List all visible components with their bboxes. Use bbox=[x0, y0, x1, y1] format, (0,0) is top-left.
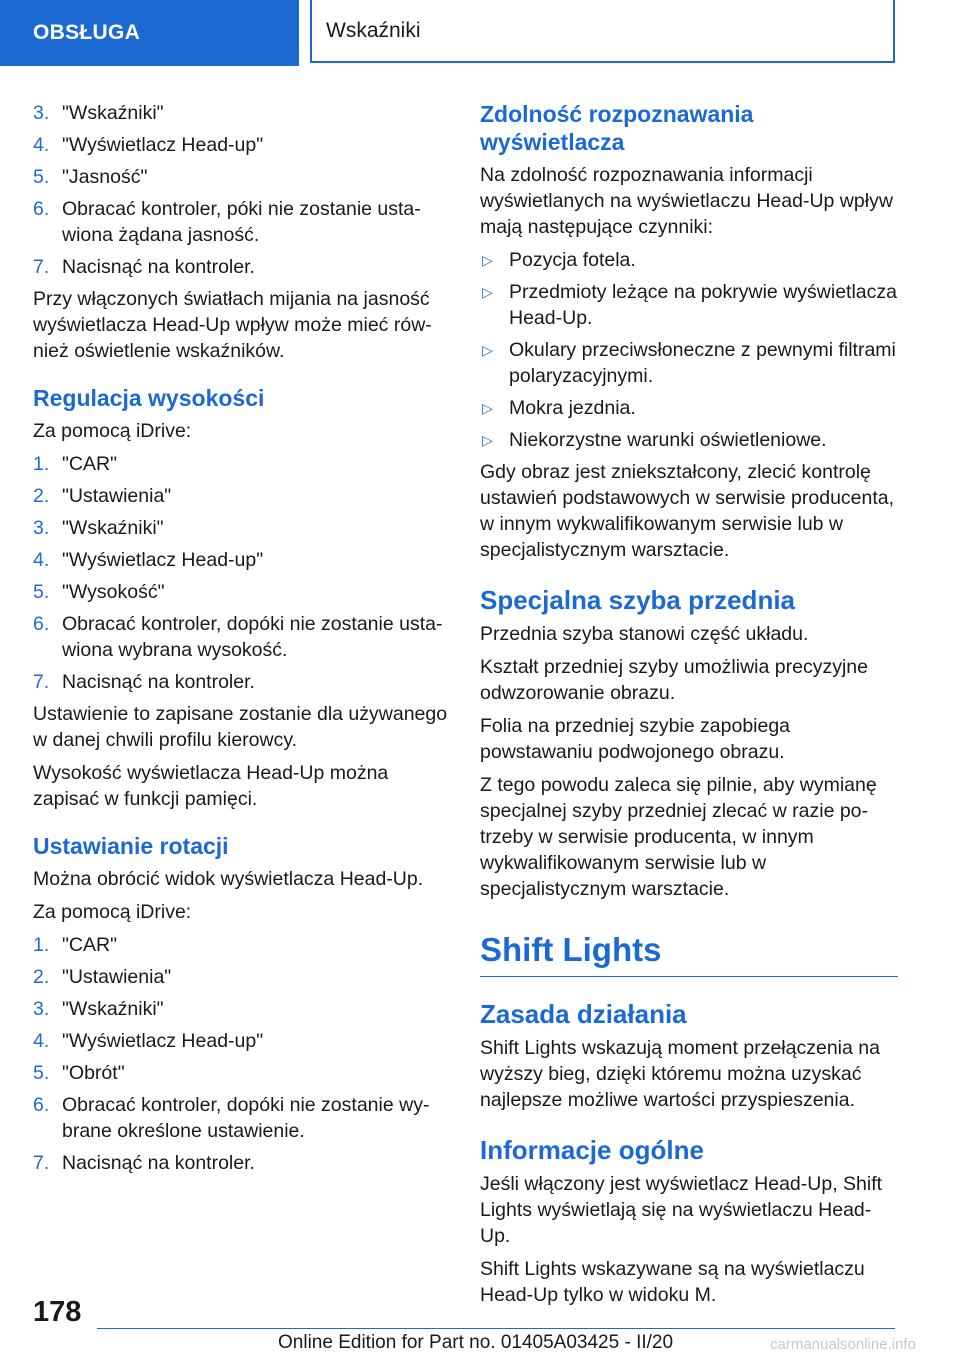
list-item bbox=[33, 996, 448, 1022]
page-header bbox=[0, 0, 960, 66]
list-item bbox=[33, 1092, 448, 1144]
triangle-bullet-icon: ▷ bbox=[482, 432, 493, 448]
footer-divider bbox=[97, 1328, 895, 1329]
heading-general-info: Informacje ogólne bbox=[480, 1135, 704, 1165]
bullet-text: Pozycja fotela. bbox=[509, 249, 636, 271]
list-item bbox=[33, 164, 448, 190]
steps-list-height bbox=[33, 451, 448, 695]
step-text: Obracać kontroler, dopóki nie zostanie ustawiona wybrana wysokość. bbox=[62, 613, 443, 661]
paragraph: Kształt przedniej szyby umożliwia precyzyjne odwzorowanie obrazu. bbox=[480, 656, 868, 704]
step-number: 1. bbox=[33, 934, 50, 956]
list-item bbox=[33, 964, 448, 990]
factors-bullet-list bbox=[480, 247, 898, 453]
list-item bbox=[33, 483, 448, 509]
step-number: 5. bbox=[33, 581, 50, 603]
step-text: "Wskaźniki" bbox=[62, 517, 164, 539]
list-item bbox=[480, 279, 898, 331]
step-text: "Wysokość" bbox=[62, 581, 165, 603]
paragraph: Za pomocą iDrive: bbox=[33, 901, 192, 923]
list-item bbox=[33, 1028, 448, 1054]
paragraph: Wysokość wyświetlacza Head-Up można zapisać w funkcji pamięci. bbox=[33, 762, 389, 810]
step-text: Nacisnąć na kontroler. bbox=[62, 256, 255, 278]
list-item bbox=[33, 1060, 448, 1086]
paragraph: Przednia szyba stanowi część układu. bbox=[480, 623, 809, 645]
heading-readability: Zdolność rozpoznawania wyświetlacza bbox=[480, 101, 754, 155]
list-item bbox=[33, 254, 448, 280]
step-text: "Wskaźniki" bbox=[62, 998, 164, 1020]
step-text: Obracać kontroler, dopóki nie zostanie wybrane określone ustawienie. bbox=[62, 1094, 430, 1142]
list-item bbox=[480, 427, 898, 453]
list-item bbox=[33, 132, 448, 158]
list-item bbox=[33, 451, 448, 477]
step-text: "Jasność" bbox=[62, 166, 148, 188]
step-number: 6. bbox=[33, 198, 50, 220]
list-item bbox=[33, 611, 448, 663]
paragraph: Z tego powodu zaleca się pilnie, aby wymianę specjalnej szyby przedniej zlecać w razie potrzeby w serwisie producenta, w innym wykwalifikowanym serwisie lub w specjalistycznym warsztacie. bbox=[480, 774, 877, 900]
step-number: 3. bbox=[33, 517, 50, 539]
step-text: "Wyświetlacz Head-up" bbox=[62, 134, 264, 156]
step-number: 5. bbox=[33, 1062, 50, 1084]
bullet-text: Mokra jezdnia. bbox=[509, 397, 636, 419]
heading-rotation: Ustawianie rotacji bbox=[33, 833, 229, 859]
triangle-bullet-icon: ▷ bbox=[482, 252, 493, 268]
step-text: Nacisnąć na kontroler. bbox=[62, 671, 255, 693]
step-text: "Obrót" bbox=[62, 1062, 125, 1084]
step-text: "Wyświetlacz Head-up" bbox=[62, 549, 264, 571]
left-column bbox=[33, 100, 448, 1182]
step-text: "CAR" bbox=[62, 934, 118, 956]
step-number: 6. bbox=[33, 1094, 50, 1116]
step-text: "CAR" bbox=[62, 453, 118, 475]
right-column bbox=[480, 100, 898, 1315]
list-item bbox=[33, 669, 448, 695]
bullet-text: Okulary przeciwsłoneczne z pewnymi filtrami polaryzacyjnymi. bbox=[509, 339, 896, 387]
list-item bbox=[33, 196, 448, 248]
list-item bbox=[33, 932, 448, 958]
list-item bbox=[33, 100, 448, 126]
heading-height-adjustment: Regulacja wysokości bbox=[33, 385, 265, 411]
step-number: 7. bbox=[33, 671, 50, 693]
triangle-bullet-icon: ▷ bbox=[482, 400, 493, 416]
section-tab: OBSŁUGA bbox=[0, 0, 299, 66]
steps-list-rotation bbox=[33, 932, 448, 1176]
step-number: 7. bbox=[33, 1152, 50, 1174]
step-text: "Wskaźniki" bbox=[62, 102, 164, 124]
paragraph: Shift Lights wskazują moment przełączenia na wyższy bieg, dzięki któremu można uzyskać najlepsze możliwe wartości przyspieszenia. bbox=[480, 1037, 880, 1111]
list-item bbox=[480, 247, 898, 273]
step-text: "Wyświetlacz Head-up" bbox=[62, 1030, 264, 1052]
heading-special-windshield: Specjalna szyba przednia bbox=[480, 585, 796, 615]
step-number: 4. bbox=[33, 1030, 50, 1052]
step-number: 5. bbox=[33, 166, 50, 188]
bullet-text: Niekorzystne warunki oświetleniowe. bbox=[509, 429, 827, 451]
step-text: "Ustawienia" bbox=[62, 966, 172, 988]
step-number: 4. bbox=[33, 134, 50, 156]
paragraph: Przy włączonych światłach mijania na jasność wyświetlacza Head-Up wpływ może mieć również oświetlenie wskaźników. bbox=[33, 288, 432, 362]
heading-principle: Zasada działania bbox=[480, 999, 687, 1029]
step-text: Nacisnąć na kontroler. bbox=[62, 1152, 255, 1174]
step-number: 3. bbox=[33, 102, 50, 124]
bullet-text: Przedmioty leżące na pokrywie wyświetlacza Head-Up. bbox=[509, 281, 897, 329]
step-number: 4. bbox=[33, 549, 50, 571]
list-item bbox=[33, 1150, 448, 1176]
paragraph: Folia na przedniej szybie zapobiega powstawaniu podwojonego obrazu. bbox=[480, 715, 791, 763]
list-item bbox=[33, 515, 448, 541]
list-item bbox=[33, 579, 448, 605]
step-number: 1. bbox=[33, 453, 50, 475]
step-text: Obracać kontroler, póki nie zostanie ustawiona żądana jasność. bbox=[62, 198, 421, 246]
heading-shift-lights: Shift Lights bbox=[480, 930, 898, 977]
list-item bbox=[480, 337, 898, 389]
step-text: "Ustawienia" bbox=[62, 485, 172, 507]
paragraph: Shift Lights wskazywane są na wyświetlaczu Head-Up tylko w widoku M. bbox=[480, 1258, 865, 1306]
watermark: carmanualsonline.info bbox=[770, 1336, 916, 1353]
paragraph: Na zdolność rozpoznawania informacji wyświetlanych na wyświetlaczu Head-Up wpływ mają następujące czynniki: bbox=[480, 164, 893, 238]
step-number: 3. bbox=[33, 998, 50, 1020]
step-number: 2. bbox=[33, 966, 50, 988]
step-number: 7. bbox=[33, 256, 50, 278]
step-number: 2. bbox=[33, 485, 50, 507]
paragraph: Gdy obraz jest zniekształcony, zlecić kontrolę ustawień podstawowych w serwisie producenta, w innym wykwalifikowanym serwisie lub w specjalistycznym warsztacie. bbox=[480, 461, 895, 561]
paragraph: Za pomocą iDrive: bbox=[33, 420, 192, 442]
list-item bbox=[480, 395, 898, 421]
chapter-title: Wskaźniki bbox=[310, 0, 895, 63]
page-number: 178 bbox=[33, 1296, 82, 1328]
edition-note: Online Edition for Part no. 01405A03425 - II/20 bbox=[278, 1332, 674, 1353]
list-item bbox=[33, 547, 448, 573]
triangle-bullet-icon: ▷ bbox=[482, 284, 493, 300]
steps-list-brightness bbox=[33, 100, 448, 280]
paragraph: Jeśli włączony jest wyświetlacz Head-Up, Shift Lights wyświetlają się na wyświetlaczu Head-Up. bbox=[480, 1173, 883, 1247]
paragraph: Można obrócić widok wyświetlacza Head-Up. bbox=[33, 868, 424, 890]
step-number: 6. bbox=[33, 613, 50, 635]
triangle-bullet-icon: ▷ bbox=[482, 342, 493, 358]
paragraph: Ustawienie to zapisane zostanie dla używanego w danej chwili profilu kierowcy. bbox=[33, 703, 448, 751]
